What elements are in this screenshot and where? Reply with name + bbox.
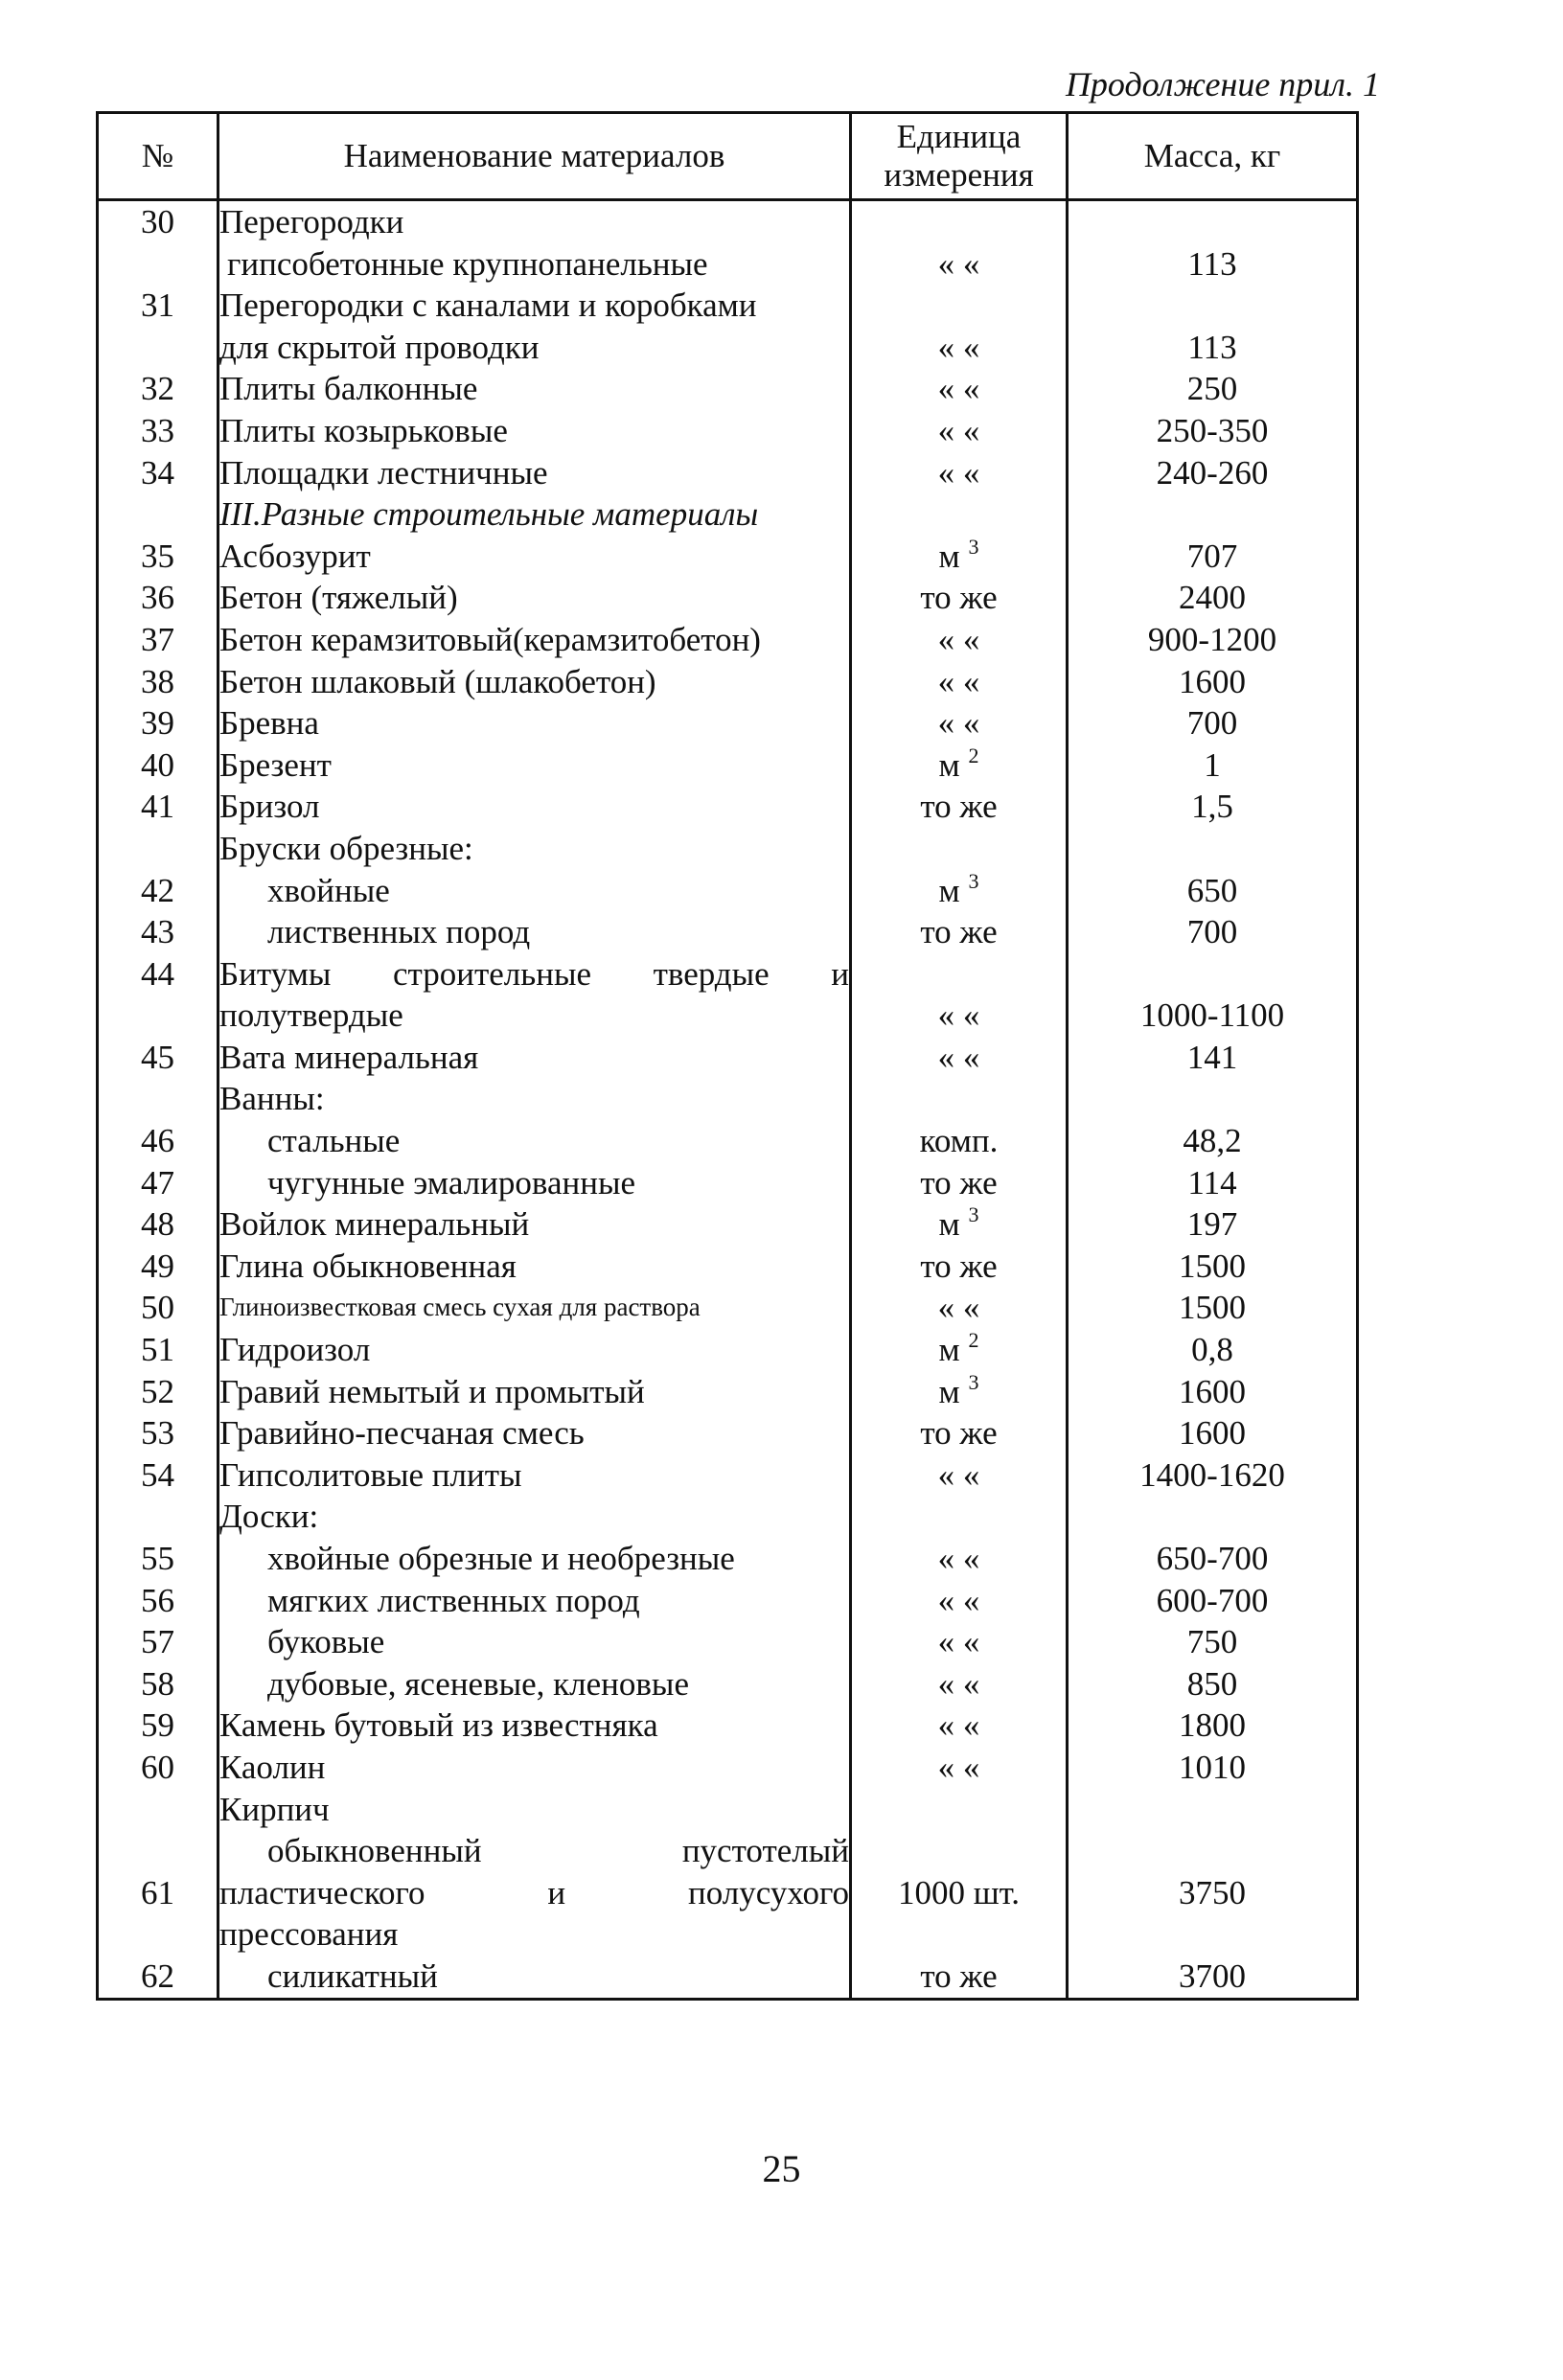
material-name-line: Асбозурит: [219, 537, 371, 575]
material-name-line: Доски:: [219, 1498, 319, 1536]
mass-value: 1600: [1068, 1412, 1358, 1454]
unit-of-measure: [851, 285, 1068, 368]
material-name-line: Ванны:: [219, 1080, 325, 1118]
material-name-line: прессования: [219, 1915, 399, 1954]
unit-text: « «: [937, 1455, 980, 1494]
unit-of-measure: [851, 1329, 1068, 1371]
mass-value: 2400: [1068, 577, 1358, 619]
unit-exponent: 3: [968, 534, 979, 559]
row-number: 39: [98, 702, 218, 744]
table-row: [98, 1705, 1358, 1747]
material-name-line: чугунные эмалированные: [267, 1163, 635, 1201]
table-row: [98, 493, 1358, 536]
row-number: 61: [98, 1830, 218, 1956]
unit-text: м: [938, 745, 960, 784]
table-row: [98, 870, 1358, 912]
row-number: 53: [98, 1412, 218, 1454]
mass-value: 240-260: [1068, 452, 1358, 494]
header-mass: Масса, кг: [1068, 113, 1358, 200]
material-name: [218, 410, 851, 452]
material-name: [218, 1705, 851, 1747]
mass-value: 1: [1068, 744, 1358, 787]
material-name-line: Глиноизвестковая смесь сухая для раствора: [219, 1293, 701, 1322]
table-row: [98, 661, 1358, 703]
table-row: [98, 1412, 1358, 1454]
unit-text: « «: [937, 662, 980, 700]
unit-text: то же: [920, 1957, 998, 1995]
header-unit-line2: измерения: [884, 156, 1034, 194]
table-row: [98, 1329, 1358, 1371]
material-name-line: Плиты балконные: [219, 370, 478, 408]
material-name: [218, 1496, 851, 1538]
mass-value: [1068, 828, 1358, 870]
unit-of-measure: [851, 1203, 1068, 1246]
mass-value: 197: [1068, 1203, 1358, 1246]
unit-of-measure: [851, 1371, 1068, 1413]
table-row: [98, 1287, 1358, 1329]
mass-value: 141: [1068, 1037, 1358, 1079]
row-number: [98, 828, 218, 870]
material-name-line: Бревна: [219, 704, 319, 743]
material-name-line: [219, 953, 849, 995]
mass-value: 850: [1068, 1663, 1358, 1705]
unit-text: « «: [937, 328, 980, 366]
unit-text: комп.: [919, 1122, 999, 1160]
row-number: 52: [98, 1371, 218, 1413]
table-row: [98, 1454, 1358, 1497]
material-name: [218, 828, 851, 870]
table-row: [98, 1580, 1358, 1622]
material-name: [218, 285, 851, 368]
material-name-line: [219, 1830, 849, 1872]
material-name-line: Гидроизол: [219, 1331, 371, 1369]
material-name: [218, 1162, 851, 1204]
page-number: 25: [762, 2147, 801, 2190]
unit-of-measure: [851, 493, 1068, 536]
row-number: 51: [98, 1329, 218, 1371]
unit-text: « «: [937, 1623, 980, 1661]
mass-value: 3750: [1068, 1830, 1358, 1956]
mass-value: 707: [1068, 536, 1358, 578]
unit-of-measure: [851, 661, 1068, 703]
material-name: [218, 1246, 851, 1288]
material-name-line: Вата минеральная: [219, 1038, 479, 1076]
material-name: [218, 661, 851, 703]
mass-value: 3700: [1068, 1956, 1358, 1999]
row-number: 38: [98, 661, 218, 703]
unit-text: то же: [920, 1414, 998, 1453]
unit-of-measure: [851, 1830, 1068, 1956]
unit-of-measure: [851, 577, 1068, 619]
material-name-line: Гравийно-песчаная смесь: [219, 1414, 585, 1453]
material-name: [218, 1329, 851, 1371]
unit-of-measure: [851, 702, 1068, 744]
table-row: [98, 1246, 1358, 1288]
unit-of-measure: [851, 786, 1068, 828]
material-name: [218, 493, 851, 536]
unit-text: « «: [937, 1706, 980, 1745]
material-name: [218, 1747, 851, 1789]
unit-exponent: 3: [968, 868, 979, 893]
material-name-word: пластического: [219, 1873, 425, 1911]
unit-text: м: [938, 537, 960, 575]
row-number: 43: [98, 911, 218, 953]
mass-value: [1068, 1789, 1358, 1831]
unit-of-measure: [851, 744, 1068, 787]
material-name: [218, 1454, 851, 1497]
material-name: [218, 870, 851, 912]
mass-value: 650: [1068, 870, 1358, 912]
table-row: [98, 619, 1358, 661]
material-name-word: пустотелый: [681, 1832, 849, 1870]
table-row: [98, 285, 1358, 368]
material-name-line: Кирпич: [219, 1790, 330, 1828]
row-number: 41: [98, 786, 218, 828]
material-name: [218, 1371, 851, 1413]
material-name: [218, 702, 851, 744]
mass-value: 1010: [1068, 1747, 1358, 1789]
material-name: [218, 1621, 851, 1663]
unit-of-measure: [851, 1580, 1068, 1622]
mass-value: 48,2: [1068, 1120, 1358, 1162]
table-row: [98, 1203, 1358, 1246]
unit-exponent: 2: [968, 1328, 979, 1353]
material-name: [218, 1663, 851, 1705]
material-name: [218, 1078, 851, 1120]
material-name: [218, 1037, 851, 1079]
row-number: 56: [98, 1580, 218, 1622]
unit-of-measure: [851, 1705, 1068, 1747]
unit-text: м: [938, 871, 960, 909]
row-number: 34: [98, 452, 218, 494]
row-number: [98, 1789, 218, 1831]
material-name-word: Битумы: [219, 954, 332, 993]
unit-of-measure: [851, 1246, 1068, 1288]
row-number: 50: [98, 1287, 218, 1329]
table-row: [98, 410, 1358, 452]
row-number: 32: [98, 368, 218, 410]
material-name: [218, 744, 851, 787]
row-number: 55: [98, 1538, 218, 1580]
table-row: [98, 1371, 1358, 1413]
mass-value: 1,5: [1068, 786, 1358, 828]
material-name: [218, 1287, 851, 1329]
table-continuation-caption: Продолжение прил. 1: [1065, 65, 1380, 103]
mass-value: 250: [1068, 368, 1358, 410]
row-number: 44: [98, 953, 218, 1037]
material-name-line: Бетон шлаковый (шлакобетон): [219, 662, 656, 700]
unit-text: « «: [937, 620, 980, 658]
unit-of-measure: [851, 1078, 1068, 1120]
material-name-line: [219, 1872, 849, 1914]
row-number: 33: [98, 410, 218, 452]
unit-text: « «: [937, 370, 980, 408]
material-name-line: Перегородки: [219, 203, 404, 240]
material-name-line: Гравий немытый и промытый: [219, 1372, 645, 1410]
material-name: [218, 368, 851, 410]
unit-text: « «: [937, 1748, 980, 1786]
material-name: [218, 536, 851, 578]
table-body: [98, 200, 1358, 2000]
material-name-line: Площадки лестничные: [219, 453, 548, 492]
unit-exponent: 3: [968, 1369, 979, 1394]
unit-of-measure: [851, 536, 1068, 578]
unit-text: « «: [937, 1664, 980, 1703]
unit-text: « «: [937, 1038, 980, 1076]
unit-of-measure: [851, 911, 1068, 953]
table-row: [98, 1956, 1358, 1999]
material-name-line: Бетон керамзитовый(керамзитобетон): [219, 620, 761, 658]
unit-of-measure: [851, 1496, 1068, 1538]
material-name-line: дубовые, ясеневые, кленовые: [267, 1664, 689, 1703]
material-name-line: силикатный: [267, 1957, 438, 1995]
row-number: 60: [98, 1747, 218, 1789]
mass-value: 700: [1068, 911, 1358, 953]
unit-text: « «: [937, 1581, 980, 1619]
unit-text: то же: [920, 788, 998, 826]
table-row: [98, 1747, 1358, 1789]
unit-of-measure: [851, 368, 1068, 410]
material-name: [218, 1580, 851, 1622]
material-name-line: мягких лиственных пород: [267, 1581, 640, 1619]
material-name-word: полусухого: [688, 1873, 849, 1911]
material-name-line: Бетон (тяжелый): [219, 579, 458, 617]
material-name-line: Плиты козырьковые: [219, 411, 508, 449]
unit-text: 1000 шт.: [897, 1873, 1021, 1911]
material-name-line: Глина обыкновенная: [219, 1247, 517, 1285]
unit-of-measure: [851, 828, 1068, 870]
row-number: 57: [98, 1621, 218, 1663]
material-name-line: Каолин: [219, 1748, 326, 1786]
material-name-line: стальные: [267, 1122, 401, 1160]
unit-of-measure: [851, 1621, 1068, 1663]
unit-text: « «: [937, 453, 980, 492]
unit-of-measure: [851, 870, 1068, 912]
unit-of-measure: [851, 452, 1068, 494]
unit-text: м: [938, 1331, 960, 1369]
mass-value: 113: [1068, 285, 1358, 368]
material-name-line: полутвердые: [219, 996, 403, 1035]
unit-of-measure: [851, 1789, 1068, 1831]
unit-of-measure: [851, 953, 1068, 1037]
material-name-word: твердые: [653, 954, 770, 993]
row-number: 59: [98, 1705, 218, 1747]
header-material-name: Наименование материалов: [218, 113, 851, 200]
unit-of-measure: [851, 619, 1068, 661]
row-number: 58: [98, 1663, 218, 1705]
material-name-word: и: [547, 1873, 566, 1911]
unit-text: то же: [920, 1247, 998, 1285]
table-header-row: [98, 113, 1358, 200]
unit-of-measure: [851, 1663, 1068, 1705]
material-name-line: хвойные: [267, 871, 390, 909]
material-name-line: III.Разные строительные материалы: [219, 495, 759, 534]
unit-of-measure: [851, 1454, 1068, 1497]
table-row: [98, 1830, 1358, 1956]
material-name-line: Бризол: [219, 788, 320, 826]
mass-value: 0,8: [1068, 1329, 1358, 1371]
unit-text: « «: [937, 1540, 980, 1577]
material-name-line: Гипсолитовые плиты: [219, 1455, 522, 1494]
table-row: [98, 1621, 1358, 1663]
unit-of-measure: [851, 200, 1068, 286]
mass-value: 1800: [1068, 1705, 1358, 1747]
mass-value: 1500: [1068, 1246, 1358, 1288]
material-name: [218, 1203, 851, 1246]
mass-value: [1068, 493, 1358, 536]
material-name-line: Камень бутовый из известняка: [219, 1706, 658, 1745]
unit-of-measure: [851, 1538, 1068, 1580]
unit-exponent: 2: [968, 743, 979, 767]
table-row: [98, 786, 1358, 828]
row-number: 31: [98, 285, 218, 368]
table-row: [98, 1037, 1358, 1079]
row-number: 40: [98, 744, 218, 787]
row-number: 46: [98, 1120, 218, 1162]
unit-text: то же: [920, 913, 998, 951]
mass-value: 750: [1068, 1621, 1358, 1663]
mass-value: 1500: [1068, 1287, 1358, 1329]
material-name-word: и: [831, 954, 849, 993]
unit-text: « «: [937, 704, 980, 743]
materials-mass-table: [96, 111, 1359, 2001]
mass-value: 900-1200: [1068, 619, 1358, 661]
material-name-line: Перегородки с каналами и коробками: [219, 286, 757, 325]
mass-value: 600-700: [1068, 1580, 1358, 1622]
material-name: [218, 953, 851, 1037]
unit-text: « «: [937, 996, 980, 1035]
material-name-line: буковые: [267, 1623, 385, 1661]
table-row: [98, 1120, 1358, 1162]
table-row: [98, 577, 1358, 619]
unit-of-measure: [851, 1747, 1068, 1789]
unit-of-measure: [851, 1037, 1068, 1079]
material-name-line: для скрытой проводки: [219, 328, 540, 366]
unit-text: м: [938, 1205, 960, 1244]
mass-value: [1068, 1078, 1358, 1120]
header-unit: [851, 113, 1068, 200]
mass-value: 1400-1620: [1068, 1454, 1358, 1497]
unit-of-measure: [851, 1162, 1068, 1204]
row-number: 37: [98, 619, 218, 661]
row-number: [98, 1078, 218, 1120]
row-number: 42: [98, 870, 218, 912]
table-row: [98, 702, 1358, 744]
mass-value: 700: [1068, 702, 1358, 744]
mass-value: [1068, 1496, 1358, 1538]
material-name-line: лиственных пород: [267, 913, 531, 951]
table-row: [98, 744, 1358, 787]
material-name: [218, 1789, 851, 1831]
material-name: [218, 911, 851, 953]
row-number: 49: [98, 1246, 218, 1288]
table-row: [98, 1663, 1358, 1705]
material-name-line: Бруски обрезные:: [219, 829, 473, 867]
mass-value: 650-700: [1068, 1538, 1358, 1580]
material-name: [218, 786, 851, 828]
row-number: 30: [98, 200, 218, 286]
material-name: [218, 1538, 851, 1580]
row-number: 35: [98, 536, 218, 578]
mass-value: 250-350: [1068, 410, 1358, 452]
row-number: 45: [98, 1037, 218, 1079]
table-row: [98, 1496, 1358, 1538]
mass-value: 114: [1068, 1162, 1358, 1204]
unit-exponent: 3: [968, 1202, 979, 1227]
material-name: [218, 577, 851, 619]
row-number: 36: [98, 577, 218, 619]
unit-text: « «: [937, 244, 980, 283]
table-row: [98, 536, 1358, 578]
table-row: [98, 200, 1358, 286]
table-row: [98, 828, 1358, 870]
unit-of-measure: [851, 1412, 1068, 1454]
mass-value: 1600: [1068, 661, 1358, 703]
unit-of-measure: [851, 1287, 1068, 1329]
material-name: [218, 452, 851, 494]
mass-value: 1600: [1068, 1371, 1358, 1413]
unit-text: то же: [920, 1163, 998, 1201]
unit-text: « «: [937, 1289, 980, 1327]
table-row: [98, 1078, 1358, 1120]
table-row: [98, 452, 1358, 494]
unit-text: м: [938, 1372, 960, 1410]
material-name: [218, 1956, 851, 1999]
table-row: [98, 1162, 1358, 1204]
mass-value: 113: [1068, 200, 1358, 286]
table-row: [98, 1538, 1358, 1580]
header-unit-line1: Единица: [896, 118, 1022, 155]
material-name: [218, 200, 851, 286]
table-row: [98, 911, 1358, 953]
material-name-word: обыкновенный: [267, 1832, 482, 1870]
material-name: [218, 619, 851, 661]
row-number: [98, 493, 218, 536]
material-name: [218, 1120, 851, 1162]
header-number: №: [98, 113, 218, 200]
table-row: [98, 368, 1358, 410]
row-number: 48: [98, 1203, 218, 1246]
unit-of-measure: [851, 1120, 1068, 1162]
row-number: [98, 1496, 218, 1538]
material-name-line: гипсобетонные крупнопанельные: [227, 244, 708, 283]
mass-value: 1000-1100: [1068, 953, 1358, 1037]
table-row: [98, 953, 1358, 1037]
row-number: 54: [98, 1454, 218, 1497]
material-name-line: Брезент: [219, 745, 332, 784]
table-row: [98, 1789, 1358, 1831]
material-name-line: хвойные обрезные и необрезные: [267, 1540, 735, 1577]
material-name: [218, 1830, 851, 1956]
row-number: 62: [98, 1956, 218, 1999]
unit-text: « «: [937, 411, 980, 449]
material-name-word: строительные: [392, 954, 591, 993]
material-name: [218, 1412, 851, 1454]
unit-text: то же: [920, 579, 998, 617]
material-name-line: Войлок минеральный: [219, 1205, 530, 1244]
row-number: 47: [98, 1162, 218, 1204]
unit-of-measure: [851, 410, 1068, 452]
unit-of-measure: [851, 1956, 1068, 1999]
